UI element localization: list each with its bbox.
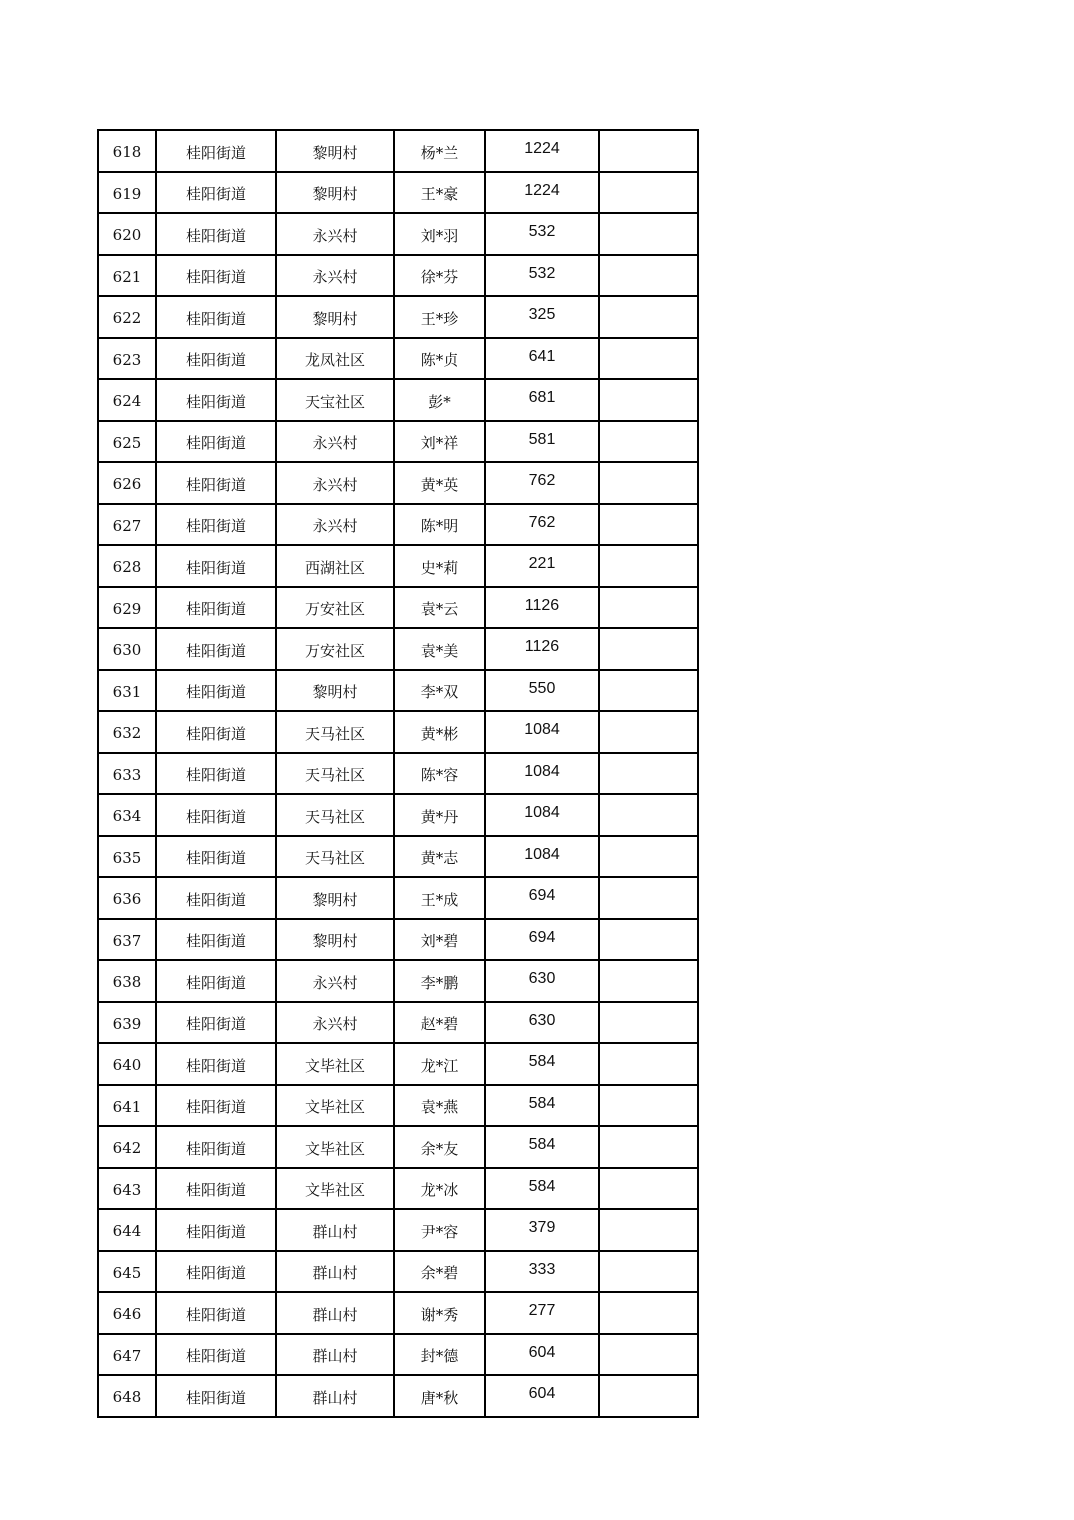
row-number-cell: 623 [98, 338, 156, 380]
row-number-cell: 630 [98, 628, 156, 670]
note-cell [599, 753, 698, 795]
street-cell: 桂阳街道 [156, 628, 276, 670]
person-name-cell: 刘*祥 [394, 421, 485, 463]
village-cell: 群山村 [276, 1209, 394, 1251]
person-name-cell: 黄*丹 [394, 794, 485, 836]
amount-cell: 1126 [485, 628, 599, 670]
street-cell: 桂阳街道 [156, 753, 276, 795]
person-name-cell: 史*莉 [394, 545, 485, 587]
village-cell: 黎明村 [276, 919, 394, 961]
row-number-cell: 638 [98, 960, 156, 1002]
row-number-cell: 620 [98, 213, 156, 255]
person-name-cell: 尹*容 [394, 1209, 485, 1251]
note-cell [599, 794, 698, 836]
note-cell [599, 587, 698, 629]
note-cell [599, 1375, 698, 1417]
person-name-cell: 彭* [394, 379, 485, 421]
amount-cell: 762 [485, 504, 599, 546]
village-cell: 文毕社区 [276, 1043, 394, 1085]
street-cell: 桂阳街道 [156, 1002, 276, 1044]
table-row [98, 1375, 698, 1417]
table-row [98, 1002, 698, 1044]
table-row [98, 1292, 698, 1334]
street-cell: 桂阳街道 [156, 255, 276, 297]
street-cell: 桂阳街道 [156, 587, 276, 629]
amount-cell: 1084 [485, 711, 599, 753]
amount-cell: 630 [485, 1002, 599, 1044]
data-table [97, 129, 699, 1418]
person-name-cell: 刘*碧 [394, 919, 485, 961]
row-number-cell: 643 [98, 1168, 156, 1210]
note-cell [599, 670, 698, 712]
row-number-cell: 633 [98, 753, 156, 795]
village-cell: 天马社区 [276, 794, 394, 836]
person-name-cell: 王*成 [394, 877, 485, 919]
table-row [98, 1209, 698, 1251]
person-name-cell: 龙*江 [394, 1043, 485, 1085]
amount-cell: 762 [485, 462, 599, 504]
village-cell: 天马社区 [276, 836, 394, 878]
street-cell: 桂阳街道 [156, 296, 276, 338]
table-row [98, 1168, 698, 1210]
row-number-cell: 642 [98, 1126, 156, 1168]
table-row [98, 960, 698, 1002]
table-row [98, 172, 698, 214]
amount-cell: 641 [485, 338, 599, 380]
table-row [98, 504, 698, 546]
village-cell: 群山村 [276, 1251, 394, 1293]
street-cell: 桂阳街道 [156, 213, 276, 255]
table-row [98, 462, 698, 504]
note-cell [599, 379, 698, 421]
table-row [98, 1334, 698, 1376]
person-name-cell: 李*双 [394, 670, 485, 712]
street-cell: 桂阳街道 [156, 1334, 276, 1376]
street-cell: 桂阳街道 [156, 794, 276, 836]
person-name-cell: 黄*彬 [394, 711, 485, 753]
amount-cell: 1084 [485, 753, 599, 795]
street-cell: 桂阳街道 [156, 877, 276, 919]
row-number-cell: 641 [98, 1085, 156, 1127]
row-number-cell: 629 [98, 587, 156, 629]
village-cell: 群山村 [276, 1334, 394, 1376]
amount-cell: 277 [485, 1292, 599, 1334]
amount-cell: 584 [485, 1168, 599, 1210]
table-row [98, 836, 698, 878]
street-cell: 桂阳街道 [156, 919, 276, 961]
note-cell [599, 296, 698, 338]
amount-cell: 221 [485, 545, 599, 587]
row-number-cell: 640 [98, 1043, 156, 1085]
note-cell [599, 255, 698, 297]
person-name-cell: 封*德 [394, 1334, 485, 1376]
person-name-cell: 唐*秋 [394, 1375, 485, 1417]
amount-cell: 604 [485, 1375, 599, 1417]
village-cell: 文毕社区 [276, 1085, 394, 1127]
street-cell: 桂阳街道 [156, 545, 276, 587]
village-cell: 文毕社区 [276, 1168, 394, 1210]
amount-cell: 630 [485, 960, 599, 1002]
street-cell: 桂阳街道 [156, 379, 276, 421]
person-name-cell: 陈*容 [394, 753, 485, 795]
note-cell [599, 421, 698, 463]
amount-cell: 694 [485, 919, 599, 961]
amount-cell: 681 [485, 379, 599, 421]
row-number-cell: 637 [98, 919, 156, 961]
street-cell: 桂阳街道 [156, 130, 276, 172]
table-row [98, 670, 698, 712]
table-row [98, 587, 698, 629]
village-cell: 黎明村 [276, 130, 394, 172]
village-cell: 龙凤社区 [276, 338, 394, 380]
village-cell: 黎明村 [276, 296, 394, 338]
row-number-cell: 619 [98, 172, 156, 214]
street-cell: 桂阳街道 [156, 338, 276, 380]
person-name-cell: 谢*秀 [394, 1292, 485, 1334]
street-cell: 桂阳街道 [156, 1292, 276, 1334]
row-number-cell: 647 [98, 1334, 156, 1376]
person-name-cell: 李*鹏 [394, 960, 485, 1002]
note-cell [599, 1168, 698, 1210]
amount-cell: 325 [485, 296, 599, 338]
note-cell [599, 1209, 698, 1251]
person-name-cell: 袁*燕 [394, 1085, 485, 1127]
person-name-cell: 陈*贞 [394, 338, 485, 380]
amount-cell: 532 [485, 255, 599, 297]
row-number-cell: 635 [98, 836, 156, 878]
person-name-cell: 袁*美 [394, 628, 485, 670]
street-cell: 桂阳街道 [156, 172, 276, 214]
amount-cell: 584 [485, 1085, 599, 1127]
row-number-cell: 622 [98, 296, 156, 338]
note-cell [599, 172, 698, 214]
table-row [98, 628, 698, 670]
row-number-cell: 639 [98, 1002, 156, 1044]
person-name-cell: 龙*冰 [394, 1168, 485, 1210]
street-cell: 桂阳街道 [156, 1251, 276, 1293]
amount-cell: 584 [485, 1126, 599, 1168]
table-row [98, 877, 698, 919]
street-cell: 桂阳街道 [156, 421, 276, 463]
village-cell: 永兴村 [276, 421, 394, 463]
table-row [98, 545, 698, 587]
amount-cell: 1084 [485, 794, 599, 836]
amount-cell: 581 [485, 421, 599, 463]
table-row [98, 1085, 698, 1127]
note-cell [599, 1334, 698, 1376]
village-cell: 万安社区 [276, 628, 394, 670]
street-cell: 桂阳街道 [156, 1375, 276, 1417]
village-cell: 西湖社区 [276, 545, 394, 587]
street-cell: 桂阳街道 [156, 1043, 276, 1085]
table-row [98, 213, 698, 255]
person-name-cell: 黄*英 [394, 462, 485, 504]
amount-cell: 379 [485, 1209, 599, 1251]
amount-cell: 333 [485, 1251, 599, 1293]
street-cell: 桂阳街道 [156, 1209, 276, 1251]
note-cell [599, 960, 698, 1002]
street-cell: 桂阳街道 [156, 1085, 276, 1127]
amount-cell: 1084 [485, 836, 599, 878]
amount-cell: 1224 [485, 172, 599, 214]
table-row [98, 753, 698, 795]
table-body [98, 130, 698, 1417]
row-number-cell: 645 [98, 1251, 156, 1293]
note-cell [599, 338, 698, 380]
note-cell [599, 1251, 698, 1293]
table-row [98, 711, 698, 753]
street-cell: 桂阳街道 [156, 670, 276, 712]
person-name-cell: 余*碧 [394, 1251, 485, 1293]
row-number-cell: 625 [98, 421, 156, 463]
village-cell: 黎明村 [276, 877, 394, 919]
table-row [98, 794, 698, 836]
table-row [98, 1126, 698, 1168]
amount-cell: 584 [485, 1043, 599, 1085]
row-number-cell: 632 [98, 711, 156, 753]
village-cell: 天马社区 [276, 753, 394, 795]
note-cell [599, 836, 698, 878]
amount-cell: 550 [485, 670, 599, 712]
street-cell: 桂阳街道 [156, 462, 276, 504]
table-row [98, 379, 698, 421]
village-cell: 永兴村 [276, 960, 394, 1002]
street-cell: 桂阳街道 [156, 1126, 276, 1168]
table-row [98, 338, 698, 380]
street-cell: 桂阳街道 [156, 1168, 276, 1210]
note-cell [599, 1043, 698, 1085]
person-name-cell: 袁*云 [394, 587, 485, 629]
village-cell: 黎明村 [276, 172, 394, 214]
row-number-cell: 644 [98, 1209, 156, 1251]
note-cell [599, 711, 698, 753]
street-cell: 桂阳街道 [156, 836, 276, 878]
table-row [98, 255, 698, 297]
row-number-cell: 618 [98, 130, 156, 172]
person-name-cell: 赵*碧 [394, 1002, 485, 1044]
village-cell: 永兴村 [276, 255, 394, 297]
note-cell [599, 1126, 698, 1168]
person-name-cell: 王*豪 [394, 172, 485, 214]
note-cell [599, 1002, 698, 1044]
amount-cell: 1126 [485, 587, 599, 629]
street-cell: 桂阳街道 [156, 711, 276, 753]
person-name-cell: 黄*志 [394, 836, 485, 878]
person-name-cell: 陈*明 [394, 504, 485, 546]
note-cell [599, 919, 698, 961]
village-cell: 万安社区 [276, 587, 394, 629]
note-cell [599, 130, 698, 172]
row-number-cell: 636 [98, 877, 156, 919]
table-row [98, 421, 698, 463]
note-cell [599, 504, 698, 546]
note-cell [599, 877, 698, 919]
note-cell [599, 628, 698, 670]
amount-cell: 604 [485, 1334, 599, 1376]
note-cell [599, 1292, 698, 1334]
amount-cell: 1224 [485, 130, 599, 172]
person-name-cell: 余*友 [394, 1126, 485, 1168]
amount-cell: 532 [485, 213, 599, 255]
village-cell: 永兴村 [276, 1002, 394, 1044]
row-number-cell: 631 [98, 670, 156, 712]
note-cell [599, 213, 698, 255]
note-cell [599, 545, 698, 587]
row-number-cell: 621 [98, 255, 156, 297]
table-row [98, 296, 698, 338]
village-cell: 天宝社区 [276, 379, 394, 421]
row-number-cell: 627 [98, 504, 156, 546]
village-cell: 黎明村 [276, 670, 394, 712]
table-row [98, 919, 698, 961]
village-cell: 文毕社区 [276, 1126, 394, 1168]
row-number-cell: 626 [98, 462, 156, 504]
table-row [98, 130, 698, 172]
village-cell: 群山村 [276, 1375, 394, 1417]
table-row [98, 1251, 698, 1293]
row-number-cell: 624 [98, 379, 156, 421]
person-name-cell: 杨*兰 [394, 130, 485, 172]
person-name-cell: 徐*芬 [394, 255, 485, 297]
row-number-cell: 648 [98, 1375, 156, 1417]
person-name-cell: 王*珍 [394, 296, 485, 338]
row-number-cell: 634 [98, 794, 156, 836]
village-cell: 永兴村 [276, 213, 394, 255]
village-cell: 天马社区 [276, 711, 394, 753]
note-cell [599, 1085, 698, 1127]
row-number-cell: 628 [98, 545, 156, 587]
table-row [98, 1043, 698, 1085]
village-cell: 永兴村 [276, 504, 394, 546]
street-cell: 桂阳街道 [156, 960, 276, 1002]
person-name-cell: 刘*羽 [394, 213, 485, 255]
amount-cell: 694 [485, 877, 599, 919]
village-cell: 永兴村 [276, 462, 394, 504]
row-number-cell: 646 [98, 1292, 156, 1334]
village-cell: 群山村 [276, 1292, 394, 1334]
street-cell: 桂阳街道 [156, 504, 276, 546]
note-cell [599, 462, 698, 504]
